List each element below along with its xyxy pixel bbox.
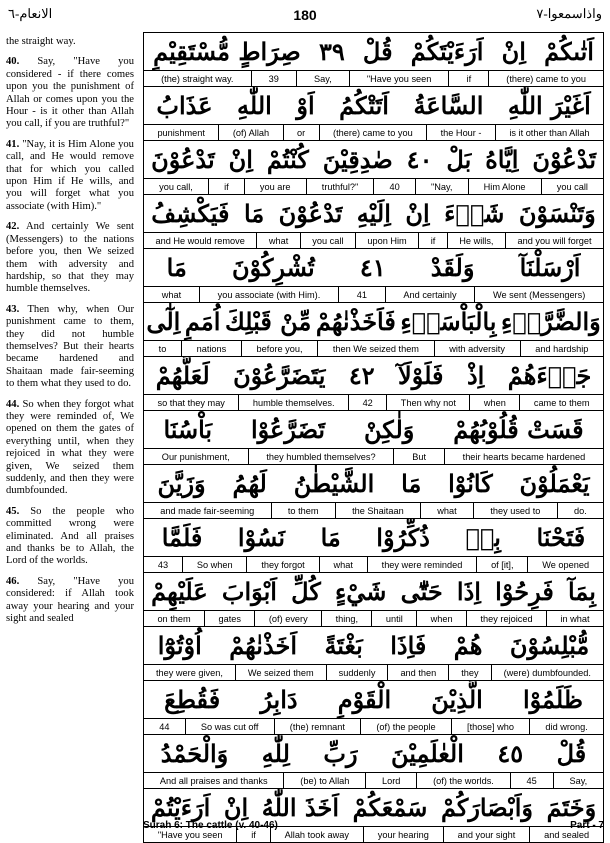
translation-verse — [6, 506, 134, 568]
arabic-word: يَتَضَرَّعُوْنَ — [233, 361, 326, 390]
gloss-cell: (there) came to you — [320, 125, 428, 140]
arabic-word: وَالضَّرَّاۤءِ — [501, 307, 601, 336]
arabic-line — [144, 681, 603, 718]
gloss-cell: they were reminded — [368, 557, 477, 572]
gloss-cell: until — [372, 611, 417, 626]
gloss-cell: their hearts became hardened — [462, 451, 586, 462]
gloss-cell: We sent (Messengers) — [493, 289, 586, 300]
gloss-cell: and hardship — [535, 343, 589, 354]
gloss-cell: they — [449, 665, 491, 680]
gloss-cell: truthful?" — [307, 179, 375, 194]
arabic-line — [144, 195, 603, 232]
arabic-word: لِلّٰهِ — [261, 739, 290, 768]
arabic-word: بَاْسُنَا — [163, 415, 213, 444]
arabic-line — [144, 357, 603, 394]
gloss-cell: of [it], — [477, 557, 528, 572]
arabic-line — [144, 33, 603, 70]
arabic-word: فَاِذَا — [390, 631, 427, 660]
arabic-word: اِذْ — [466, 361, 485, 390]
gloss-cell: And certainly — [386, 287, 476, 302]
gloss-cell: 44 — [144, 719, 186, 734]
gloss-cell: you call — [556, 181, 588, 192]
gloss-cell: did wrong. — [545, 721, 588, 732]
verse-row — [144, 627, 603, 681]
arabic-line — [144, 87, 603, 124]
arabic-word: اُوْتُوْٓا — [157, 631, 202, 660]
arabic-word: وَالْحَمْدُ — [160, 739, 229, 768]
gloss-cell: upon Him — [356, 233, 419, 248]
arabic-word: وَخَتَمَ — [546, 793, 597, 822]
arabic-line — [144, 465, 603, 502]
arabic-word: اِنْ — [223, 793, 249, 822]
english-gloss-line — [144, 232, 603, 248]
translation-verse — [6, 576, 134, 626]
gloss-cell: and then — [388, 665, 449, 680]
gloss-cell: Him Alone — [469, 179, 542, 194]
gloss-cell: "Have you seen — [350, 71, 450, 86]
arabic-word: تُشْرِكُوْنَ — [231, 253, 315, 282]
gloss-cell: punishment — [144, 125, 219, 140]
verse-row — [144, 87, 603, 141]
verse-text: Say, "Have you considered - if there comes upon you the punishment of Allah or comes upon you the Hour - is it other than Allah you call, if you are truthful?" — [6, 56, 134, 130]
verse-row — [144, 357, 603, 411]
arabic-word: ٤٠ — [406, 145, 433, 174]
english-gloss-line — [144, 178, 603, 194]
arabic-word: ٤٥ — [497, 739, 524, 768]
arabic-word: عَلَيْهِمْ — [151, 577, 208, 606]
gloss-cell: is it other than Allah — [509, 127, 590, 138]
gloss-cell: Say, — [569, 775, 588, 786]
arabic-word: الْقَوْمِ — [337, 685, 392, 714]
arabic-word: فَرِحُوْا — [495, 577, 554, 606]
arabic-word: بِمَآ — [568, 577, 596, 606]
translation-verse — [6, 221, 134, 295]
arabic-word: بِالْبَاْسَاۤءِ — [400, 307, 497, 336]
arabic-line — [144, 303, 603, 340]
arabic-word: فَلَوْلَآ — [398, 361, 444, 390]
gloss-cell: (of) the worlds. — [417, 773, 510, 788]
translation-verse — [6, 36, 134, 48]
gloss-cell: if — [237, 827, 270, 842]
arabic-word: بَلْ — [446, 145, 472, 174]
gloss-cell: Lord — [366, 773, 417, 788]
gloss-cell: they used to — [474, 503, 558, 518]
verse-text: Then why, when Our punishment came to them, they did not humble themselves? But their hearts became hardened and Shaitaan made fair-seeming to them what they used to do. — [6, 303, 134, 390]
arabic-word: كُلِّ — [291, 577, 321, 606]
arabic-word: اَرَءَيْتَكُمْ — [410, 37, 484, 66]
gloss-cell: We opened — [542, 559, 590, 570]
gloss-cell: and sealed — [544, 829, 590, 840]
english-gloss-line — [144, 664, 603, 680]
arabic-word: هُمْ — [453, 631, 483, 660]
arabic-word: ٣٩ — [318, 37, 345, 66]
arabic-word: مَا — [401, 469, 422, 498]
gloss-cell: they humbled themselves? — [249, 449, 395, 464]
gloss-cell: you call — [301, 233, 356, 248]
arabic-word: اِلَيْهِ — [356, 199, 391, 228]
arabic-word: وَلَقَدْ — [430, 253, 475, 282]
arabic-word: اَبْوَابَ — [221, 577, 277, 606]
arabic-word: تَضَرَّعُوْا — [250, 415, 326, 444]
gloss-cell: We seized them — [236, 665, 327, 680]
gloss-cell: So when — [183, 557, 248, 572]
gloss-cell: (of) every — [255, 611, 322, 626]
gloss-cell: 41 — [339, 287, 386, 302]
arabic-word: ٤١ — [359, 253, 386, 282]
arabic-line — [144, 249, 603, 286]
arabic-word: فَيَكْشِفُ — [151, 199, 230, 228]
verse-row — [144, 735, 603, 789]
english-gloss-line — [144, 394, 603, 410]
english-gloss-line — [144, 772, 603, 788]
arabic-word: كُنْتُمْ — [266, 145, 309, 174]
arabic-word: فَقُطِعَ — [164, 685, 221, 714]
arabic-line — [144, 519, 603, 556]
gloss-cell: (the) remnant — [275, 719, 362, 734]
gloss-cell: you associate (with Him). — [200, 287, 339, 302]
gloss-cell: 40 — [374, 179, 415, 194]
english-gloss-line — [144, 124, 603, 140]
arabic-word: قُلْ — [556, 739, 587, 768]
arabic-word: الَّذِيْنَ — [431, 685, 483, 714]
arabic-word: فَاَخَذْنٰهُمْ — [315, 307, 396, 336]
english-gloss-line — [144, 340, 603, 356]
gloss-cell: 39 — [252, 71, 297, 86]
translation-verse — [6, 56, 134, 130]
gloss-cell: "Nay, — [416, 179, 469, 194]
gloss-cell: (be) to Allah — [284, 773, 366, 788]
arabic-word: الْعٰلَمِيْنَ — [391, 739, 464, 768]
arabic-word: يَعْمَلُوْنَ — [519, 469, 590, 498]
verse-number: 46. — [6, 575, 20, 587]
verse-number: 42. — [6, 221, 20, 233]
arabic-word: كَانُوْا — [448, 469, 493, 498]
surah-name-arabic: الانعام-٦ — [8, 6, 53, 21]
gloss-cell: gates — [205, 611, 255, 626]
page-footer — [143, 816, 604, 834]
arabic-word: اَغَيْرَ اللّٰهِ — [507, 91, 591, 120]
part-number: Part - 7 — [570, 820, 604, 831]
gloss-cell: suddenly — [327, 665, 389, 680]
gloss-cell: He wills, — [448, 233, 506, 248]
arabic-word: اَرْسَلْنَآ — [519, 253, 581, 282]
arabic-word: لَعَلَّهُمْ — [155, 361, 210, 390]
arabic-line — [144, 411, 603, 448]
gloss-cell: But — [394, 449, 444, 464]
arabic-word: نَسُوْا — [237, 523, 286, 552]
verse-row — [144, 573, 603, 627]
gloss-cell: (the) straight way. — [144, 71, 252, 86]
arabic-line — [144, 627, 603, 664]
verse-text: "Nay, it is Him Alone you call, and He would remove that for which you called upon Him if He wills, and you will forget what you associate (with Him)." — [6, 138, 134, 212]
arabic-word: اِلٰٓى — [146, 307, 181, 336]
arabic-word: شَيْءٍ — [334, 577, 387, 606]
gloss-cell: thing, — [322, 611, 372, 626]
arabic-word: اللّٰهِ — [237, 91, 272, 120]
arabic-word: قُلْ — [362, 37, 393, 66]
arabic-word: صٰدِقِيْنَ — [322, 145, 393, 174]
arabic-word: جَاۤءَهُمْ — [507, 361, 592, 390]
translation-verse — [6, 399, 134, 498]
gloss-cell: what — [320, 557, 368, 572]
arabic-word: تَدْعُوْنَ — [532, 145, 597, 174]
gloss-cell: the Shaitaan — [336, 503, 421, 518]
gloss-cell: Our punishment, — [144, 449, 249, 464]
surah-reference: Surah 6: The cattle (v. 40-46) — [143, 820, 278, 831]
arabic-word: قَسَتْ قُلُوْبُهُمْ — [453, 415, 584, 444]
arabic-word: حَتّٰٓى — [400, 577, 443, 606]
verse-row — [144, 465, 603, 519]
gloss-cell: when — [417, 611, 467, 626]
gloss-cell: and He would remove — [144, 233, 257, 248]
arabic-word: شَاۤءَ — [444, 199, 505, 228]
translation-verse — [6, 304, 134, 391]
arabic-word: سَمْعَكُمْ — [352, 793, 428, 822]
gloss-cell: came to them — [533, 397, 590, 408]
gloss-cell: humble themselves. — [239, 395, 349, 410]
gloss-cell: what — [257, 233, 300, 248]
arabic-word: اَخَذَ اللّٰهُ — [261, 793, 339, 822]
gloss-cell: (there) came to you — [506, 73, 586, 84]
arabic-word: بِهٖ — [465, 523, 501, 552]
gloss-cell: Say, — [297, 71, 350, 86]
verse-text: Say, "Have you considered: if Allah took away your hearing and your sight and sealed — [6, 575, 134, 625]
gloss-cell: if — [419, 233, 448, 248]
arabic-word: عَذَابُ — [156, 91, 213, 120]
gloss-cell: you are — [245, 179, 307, 194]
english-gloss-line — [144, 70, 603, 86]
gloss-cell: or — [284, 125, 320, 140]
gloss-cell: 43 — [144, 557, 183, 572]
english-gloss-line — [144, 502, 603, 518]
gloss-cell: and you will forget — [517, 235, 592, 246]
arabic-word: السَّاعَةُ — [413, 91, 484, 120]
arabic-word: اِيَّاهُ — [485, 145, 519, 174]
verse-number: 40. — [6, 56, 20, 68]
arabic-word: تَدْعُوْنَ — [151, 145, 215, 174]
arabic-word: لَهُمُ — [232, 469, 267, 498]
arabic-word: اَتٰىكُمْ — [544, 37, 594, 66]
english-gloss-line — [144, 610, 603, 626]
verse-text: So the people who committed wrong were eliminated. And all praises and thanks be to Allah, the Lord of the worlds. — [6, 505, 134, 567]
gloss-cell: then We seized them — [318, 341, 434, 356]
verse-text: So when they forgot what they were reminded of, We opened on them the gates of everything until, when they rejoiced in what they were given, We seized them suddenly, and then they were dumbfounded. — [6, 398, 134, 497]
gloss-cell: with adversity — [435, 341, 521, 356]
arabic-word: فَتَحْنَا — [536, 523, 586, 552]
gloss-cell: on them — [144, 611, 205, 626]
gloss-cell: if — [449, 71, 489, 86]
verse-text: the straight way. — [6, 36, 76, 47]
arabic-word: ٤٢ — [348, 361, 375, 390]
arabic-word: اُمَمٍ — [184, 307, 221, 336]
verse-row — [144, 411, 603, 465]
translation-column — [6, 36, 134, 633]
word-by-word-grid — [143, 32, 604, 843]
juz-name-arabic: واذاسمعوا-٧ — [536, 6, 602, 21]
english-gloss-line — [144, 556, 603, 572]
gloss-cell: when — [470, 395, 520, 410]
arabic-word: مُّبْلِسُوْنَ — [509, 631, 590, 660]
arabic-word: اِنْ — [405, 199, 430, 228]
arabic-word: مَا — [320, 523, 341, 552]
gloss-cell: before you, — [242, 341, 318, 356]
arabic-line — [144, 735, 603, 772]
arabic-word: بَغْتَةً — [324, 631, 363, 660]
arabic-word: ظَلَمُوْا — [522, 685, 583, 714]
arabic-word: صِرَاطٍ مُّسْتَقِيْمٍ — [153, 37, 301, 66]
arabic-word: اِنْ — [501, 37, 526, 66]
gloss-cell: they rejoiced — [467, 611, 547, 626]
verse-row — [144, 141, 603, 195]
page-header — [0, 0, 610, 32]
arabic-line — [144, 141, 603, 178]
translation-verse — [6, 139, 134, 213]
arabic-word: فَلَمَّا — [161, 523, 203, 552]
verse-row — [144, 195, 603, 249]
verse-row — [144, 519, 603, 573]
gloss-cell: (were) dumbfounded. — [503, 667, 591, 678]
gloss-cell: do. — [573, 505, 587, 516]
arabic-word: اَرَءَيْتُمْ — [150, 793, 211, 822]
gloss-cell: And all praises and thanks — [144, 773, 284, 788]
arabic-word: اِذَا — [456, 577, 481, 606]
gloss-cell: your hearing — [364, 827, 444, 842]
gloss-cell: (of) the people — [361, 719, 452, 734]
gloss-cell: "Have you seen — [144, 827, 237, 842]
arabic-word: اِنْ — [228, 145, 253, 174]
gloss-cell: [those] who — [452, 719, 530, 734]
arabic-word: اَخَذْنٰهُمْ — [229, 631, 298, 660]
arabic-word: وَتَنْسَوْنَ — [518, 199, 596, 228]
arabic-word: ذُكِّرُوْا — [376, 523, 430, 552]
arabic-word: اَوْ — [296, 91, 315, 120]
gloss-cell: they forgot — [247, 557, 319, 572]
gloss-cell: if — [209, 179, 245, 194]
gloss-cell: you call, — [144, 179, 209, 194]
gloss-cell: 45 — [511, 773, 554, 788]
verse-number: 44. — [6, 398, 20, 410]
gloss-cell: Allah took away — [271, 827, 364, 842]
gloss-cell: Then why not — [387, 395, 470, 410]
arabic-word: تَدْعُوْنَ — [278, 199, 343, 228]
gloss-cell: what — [144, 287, 200, 302]
arabic-word: رَبِّ — [323, 739, 358, 768]
gloss-cell: to — [144, 341, 182, 356]
verse-number: 43. — [6, 303, 20, 315]
verse-number: 41. — [6, 138, 20, 150]
gloss-cell: (of) Allah — [219, 125, 283, 140]
arabic-word: وَاَبْصَارَكُمْ — [440, 793, 533, 822]
gloss-cell: to them — [272, 503, 336, 518]
verse-row — [144, 249, 603, 303]
gloss-cell: and made fair-seeming — [144, 503, 272, 518]
english-gloss-line — [144, 286, 603, 302]
verse-row — [144, 681, 603, 735]
verse-row — [144, 33, 603, 87]
english-gloss-line — [144, 448, 603, 464]
english-gloss-line — [144, 718, 603, 734]
verse-number: 45. — [6, 505, 20, 517]
arabic-word: مِّنْ قَبْلِكَ — [224, 307, 312, 336]
arabic-word: الشَّيْطٰنُ — [293, 469, 375, 498]
arabic-word: مَا — [166, 253, 187, 282]
gloss-cell: so that they may — [144, 395, 239, 410]
gloss-cell: nations — [182, 341, 242, 356]
gloss-cell: and your sight — [444, 827, 531, 842]
gloss-cell: So was cut off — [186, 719, 275, 734]
gloss-cell: the Hour - — [427, 125, 496, 140]
arabic-line — [144, 573, 603, 610]
page-number: 180 — [293, 7, 317, 23]
verse-row — [144, 303, 603, 357]
arabic-word: وَزَيَّنَ — [157, 469, 206, 498]
arabic-word: اَتَتْكُمُ — [339, 91, 389, 120]
gloss-cell: they were given, — [144, 665, 236, 680]
verse-text: And certainly We sent (Messengers) to the nations before you, then We seized them with adversity and hardship, so that they may humble themselves. — [6, 221, 134, 295]
gloss-cell: in what — [560, 613, 590, 624]
gloss-cell: what — [421, 503, 474, 518]
arabic-word: دَابِرُ — [260, 685, 298, 714]
arabic-word: مَا — [244, 199, 265, 228]
gloss-cell: 42 — [349, 395, 387, 410]
arabic-word: وَلٰكِنْ — [363, 415, 415, 444]
